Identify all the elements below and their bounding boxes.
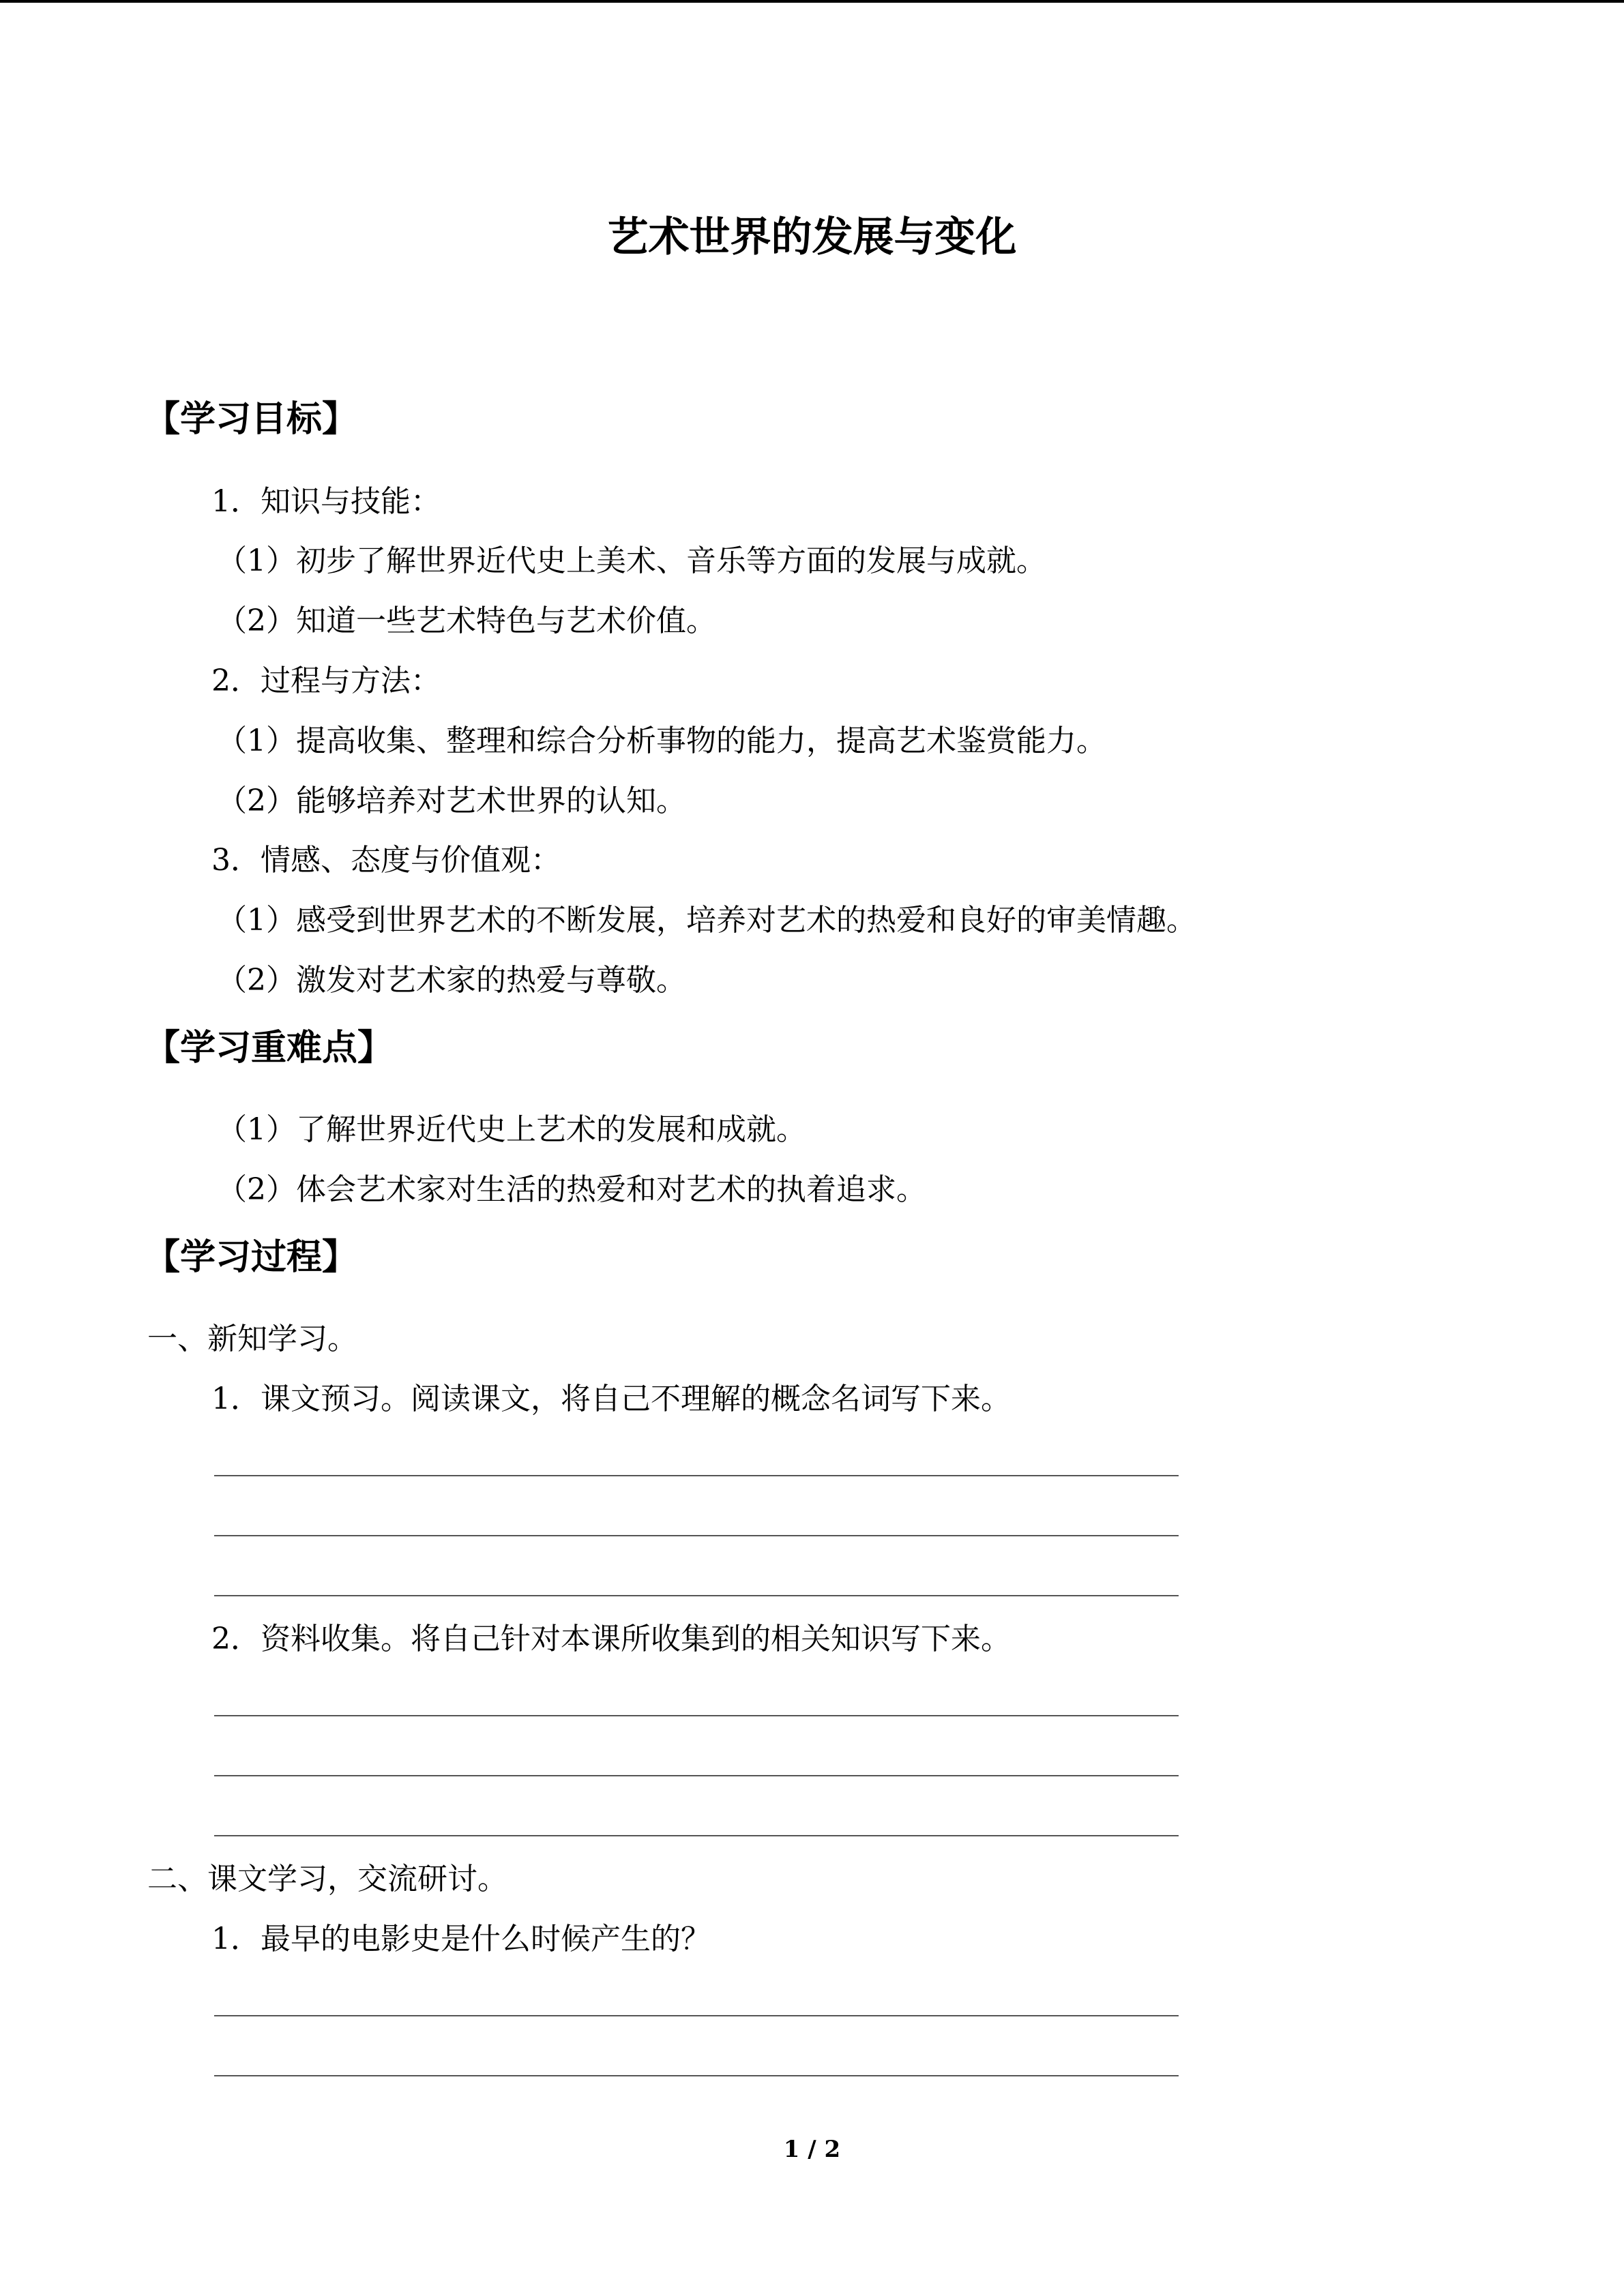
- answer-line[interactable]: [214, 1715, 1179, 1716]
- answer-line[interactable]: [214, 1595, 1179, 1596]
- answer-line[interactable]: [214, 1535, 1179, 1536]
- objective-item: （1）提高收集、整理和综合分析事物的能力，提高艺术鉴赏能力。: [217, 724, 1106, 758]
- objective-item: （2）能够培养对艺术世界的认知。: [217, 784, 686, 818]
- objective-item: （2）知道一些艺术特色与艺术价值。: [217, 603, 716, 638]
- answer-line[interactable]: [214, 2015, 1179, 2016]
- section-heading-key-points: 【学习重难点】: [145, 1028, 394, 1069]
- question-film-history: 1．最早的电影史是什么时候产生的？: [211, 1922, 711, 1956]
- objective-item: （2）激发对艺术家的热爱与尊敬。: [217, 963, 686, 998]
- question-material-collection: 2．资料收集。将自己针对本课所收集到的相关知识写下来。: [211, 1622, 1011, 1656]
- objective-item: 3．情感、态度与价值观：: [211, 843, 561, 878]
- answer-line[interactable]: [214, 1775, 1179, 1776]
- key-point-item: （1）了解世界近代史上艺术的发展和成就。: [217, 1112, 806, 1147]
- section-heading-objectives: 【学习目标】: [145, 399, 358, 440]
- objective-item: 2．过程与方法：: [211, 664, 441, 698]
- page-number: 1 / 2: [783, 2136, 841, 2163]
- objective-item: （1）感受到世界艺术的不断发展，培养对艺术的热爱和良好的审美情趣。: [217, 903, 1196, 938]
- key-point-item: （2）体会艺术家对生活的热爱和对艺术的执着追求。: [217, 1172, 926, 1207]
- question-preview: 1．课文预习。阅读课文，将自己不理解的概念名词写下来。: [211, 1382, 1011, 1416]
- part-label-text-study: 二、课文学习，交流研讨。: [147, 1862, 507, 1896]
- section-heading-process: 【学习过程】: [145, 1237, 358, 1278]
- answer-line[interactable]: [214, 2075, 1179, 2076]
- part-label-new-knowledge: 一、新知学习。: [147, 1322, 357, 1356]
- answer-line[interactable]: [214, 1475, 1179, 1476]
- top-border-rule: [0, 0, 1624, 3]
- document-title: 艺术世界的发展与变化: [607, 213, 1017, 261]
- objective-item: 1．知识与技能：: [211, 484, 441, 519]
- objective-item: （1）初步了解世界近代史上美术、音乐等方面的发展与成就。: [217, 543, 1046, 578]
- answer-line[interactable]: [214, 1835, 1179, 1836]
